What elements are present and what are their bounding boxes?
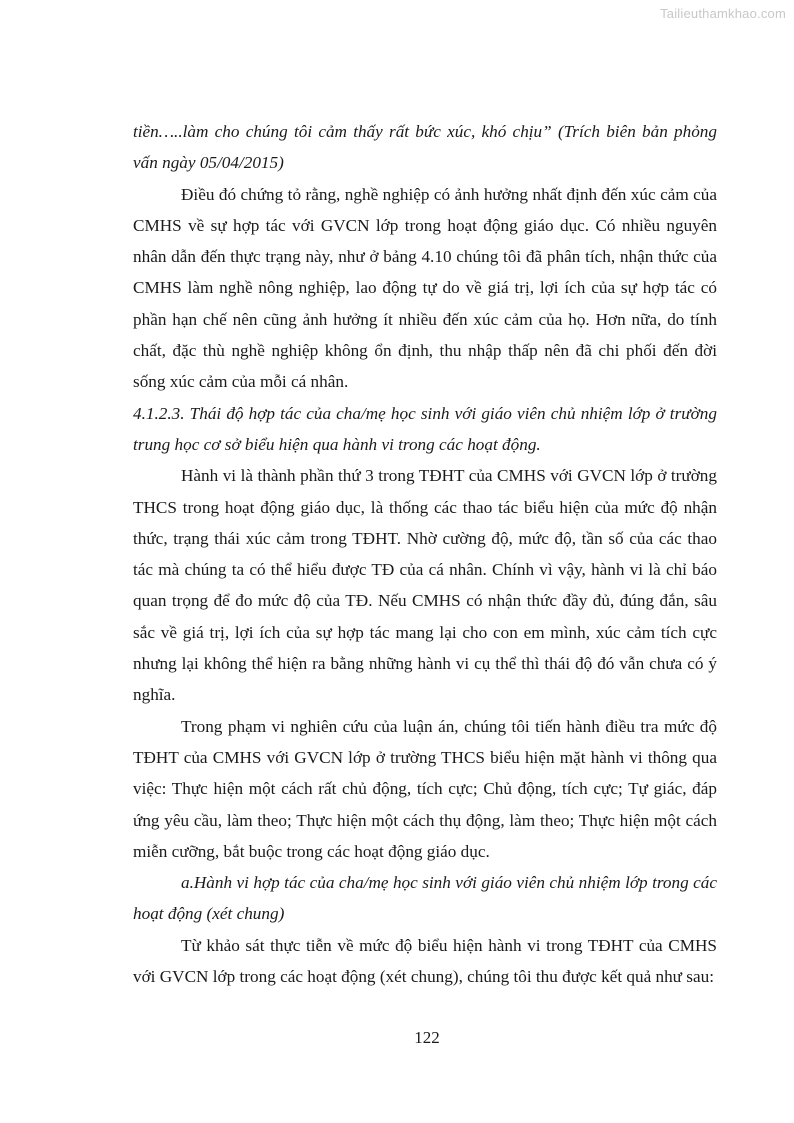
section-heading-4-1-2-3: 4.1.2.3. Thái độ hợp tác của cha/mẹ học sinh với giáo viên chủ nhiệm lớp ở trường trung học cơ sở biểu hiện qua hành vi trong các hoạt động. [133, 403, 717, 454]
paragraph-occupation-influence: Điều đó chứng tỏ rằng, nghề nghiệp có ảnh hưởng nhất định đến xúc cảm của CMHS về sự hợp tác với GVCN lớp trong hoạt động giáo dục. Có nhiều nguyên nhân dẫn đến thực trạng này, như ở bảng 4.10 chúng tôi đã phân tích, nhận thức của CMHS làm nghề nông nghiệp, lao động tự do về giá trị, lợi ích của sự hợp tác có phần hạn chế nên cũng ảnh hưởng ít nhiều đến xúc cảm của họ. Hơn nữa, do tính chất, đặc thù nghề nghiệp không ổn định, thu nhập thấp nên đã chi phối đến đời sống xúc cảm của mỗi cá nhân. [133, 184, 717, 392]
paragraph-research-scope: Trong phạm vi nghiên cứu của luận án, chúng tôi tiến hành điều tra mức độ TĐHT của CMHS với GVCN lớp ở trường THCS biểu hiện mặt hành vi thông qua việc: Thực hiện một cách rất chủ động, tích cực; Chủ động, tích cực; Tự giác, đáp ứng yêu cầu, làm theo; Thực hiện một cách thụ động, làm theo; Thực hiện một cách miễn cưỡng, bắt buộc trong các hoạt động giáo dục. [133, 716, 717, 861]
paragraph-survey-results: Từ khảo sát thực tiễn về mức độ biểu hiện hành vi trong TĐHT của CMHS với GVCN lớp trong các hoạt động (xét chung), chúng tôi thu được kết quả như sau: [133, 935, 717, 987]
quote-continuation: tiền…..làm cho chúng tôi cảm thấy rất bức xúc, khó chịu” (Trích biên bản phỏng vấn ngày 05/04/2015) [133, 122, 717, 173]
watermark-text: Tailieuthamkhao.com [660, 6, 786, 21]
page-number: 122 [414, 1028, 440, 1047]
subheading-a: a.Hành vi hợp tác của cha/mẹ học sinh với giáo viên chủ nhiệm lớp trong các hoạt động (xét chung) [133, 873, 717, 924]
paragraph-behavior-component: Hành vi là thành phần thứ 3 trong TĐHT của CMHS với GVCN lớp ở trường THCS trong hoạt động giáo dục, là thống các thao tác biểu hiện của mức độ nhận thức, trạng thái xúc cảm trong TĐHT. Nhờ cường độ, mức độ, tần số của các thao tác mà chúng ta có thể hiểu được TĐ của cá nhân. Chính vì vậy, hành vi là chỉ báo quan trọng để đo mức độ của TĐ. Nếu CMHS có nhận thức đầy đủ, đúng đắn, sâu sắc về giá trị, lợi ích của sự hợp tác mang lại cho con em mình, xúc cảm tích cực nhưng lại không thể hiện ra bằng những hành vi cụ thể thì thái độ đó vẫn chưa có ý nghĩa. [133, 466, 717, 705]
document-body [133, 116, 717, 992]
